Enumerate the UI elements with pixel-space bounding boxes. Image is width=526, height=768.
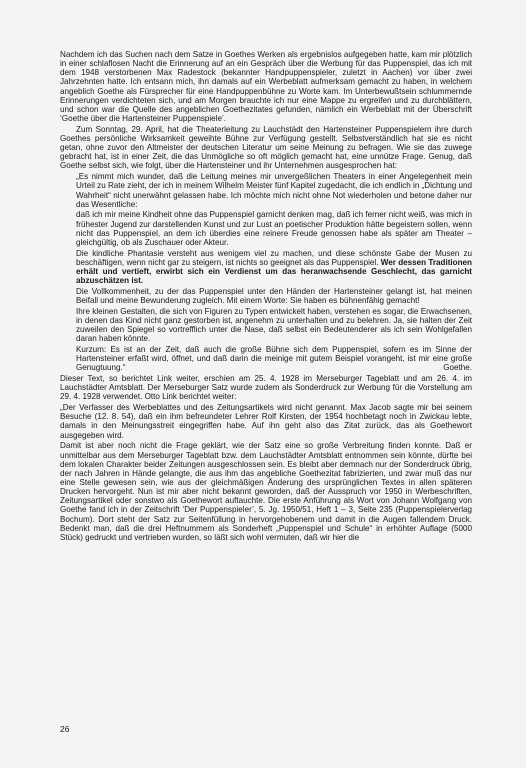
page-number: 26 [60,724,70,734]
quote-paragraph [76,249,472,286]
paragraph: Damit ist aber noch nicht die Frage geklärt, wie der Satz eine so große Verbreitung finden konnte. Daß er unmittelbar aus dem Merseburger Tageblatt bzw. dem Lauchstädter Amtsblatt entnommen sein könnte, dürfte bei dem lokalen Charakter beider Zeitungen ausgeschlossen sein. Es bleibt aber demnach nur der Sonderdruck übrig, der nach Jahren in Hände gelangte, die aus ihm das angebliche Goethezitat fabrizierten, und zwar muß das nur eine Stelle gewesen sein, wie aus der gleichmäßigen Änderung des ursprünglichen Textes in allen späteren Drucken hervorgeht. Nun ist mir aber nicht bekannt geworden, daß der Ausspruch vor 1950 in Werbeschriften, Zeitungsartikel oder sonstwo als Goethewort auftauchte. Die erste Anführung als Wort von Johann Wolfgang von Goethe fand ich in der Zeitschrift ‘Der Puppenspieler’, 5. Jg. 1950/51, Heft 1 – 3, Seite 235 (Puppenspielerverlag Bochum). Dort steht der Satz zur Seitenfüllung in hervorgehobenem und damit in die Augen fallendem Druck. Bedenkt man, daß die drei Heftnummern als Sonderheft „Puppenspiel und Schule“ in erhöhter Auflage (5000 Stück) gedruckt und vertrieben wurden, so läßt sich wohl vermuten, daß wir hier die [60,441,472,542]
quote-paragraph: daß ich mir meine Kindheit ohne das Puppenspiel garnicht denken mag, daß ich ferner nicht weiß, was mich in frühester Jugend zur darstellenden Kunst und zur Lust an poetischer Produktion hätte begeistern sollen, wenn nicht das Puppenspiel, an dem ich überdies eine reinere Freude genossen habe als später am Theater – gleichgültig, ob als Zuschauer oder Akteur. [76,210,472,247]
quote-paragraph: Ihre kleinen Gestalten, die sich von Figuren zu Typen entwickelt haben, verstehen es sogar, die Erwachsenen, in denen das Kind nicht ganz gestorben ist, angenehm zu unterhalten und zu belehren. Ja, sie halten der Zeit zuweilen den Spiegel so vortrefflich unter die Nase, daß selbst ein Bedeutenderer als ich sein Wohlgefallen daran haben könnte. [76,306,472,344]
paragraph: Dieser Text, so berichtet Link weiter, erschien am 25. 4. 1928 im Merseburger Tageblatt und am 26. 4. im Lauchstädter Amtsblatt. Der Merseburger Satz wurde zudem als Sonderdruck zur Werbung für die Vorstellung am 29. 4. 1928 verwendet. Otto Link berichtet weiter: [60,374,472,402]
quote-paragraph: Die Vollkommenheit, zu der das Puppenspiel unter den Händen der Hartensteiner gelangt ist, hat meinen Beifall und meine Bewunderung zugleich. Mit einem Worte: Sie haben es bühnenfähig gemacht! [76,286,472,306]
quote-text: Kurzum: Es ist an der Zeit, daß auch die große Bühne sich dem Puppenspiel, sofern es im Sinne der Hartensteiner erfaßt wird, öffnet, und daß darin die meinige mit gutem Beispiel vorangeht, ist mir eine große Genugtuung.“ [76,345,472,373]
quote-signature: Goethe. [443,363,472,373]
quote-text: Die kindliche Phantasie versteht aus wenigem viel zu machen, und diese schönste Gabe der Musen zu beschäftigen, wenn nicht gar zu steigern, ist nichts so geeignet als das Puppenspiel. [76,248,472,267]
body-text [60,50,472,542]
quote-paragraph [76,345,472,372]
paragraph: „Der Verfasser des Werbeblattes und des Zeitungsartikels wird nicht genannt. Max Jacob sagte mir bei seinem Besuche (12. 8. 54), daß ein ihm befreundeter Lehrer Rolf Kirsten, der 1954 hochbetagt noch in Zwickau lebte, damals in den Meinungsstreit eingegriffen habe. Auf ihn geht also das Zitat zurück, das als Goethewort ausgegeben wird. [60,403,472,440]
paragraph: Zum Sonntag, 29. April, hat die Theaterleitung zu Lauchstädt den Hartensteiner Puppenspielern ihre durch Goethes persönliche Wirksamkeit geweihte Bühne zur Verfügung gestellt. Selbstverständlich hat sie es nicht getan, ohne zuvor den Altmeister der deutschen Literatur um seine Meinung zu befragen. Wie sie das zuwege gebracht hat, ist in einer Zeit, die das Unmögliche so oft möglich gemacht hat, eine unnütze Frage. Genug, daß Goethe selbst sich, wie folgt, über die Hartensteiner und ihr Unternehmen ausgesprochen hat: [60,124,472,171]
quote-paragraph: „Es nimmt mich wunder, daß die Leitung meines mir unvergeßlichen Theaters in einer Angelegenheit mein Urteil zu Rate zieht, der ich in meinem Wilhelm Meister fünf Kapitel zugedacht, die ich endlich in „Dichtung und Wahrheit“ nicht unerwähnt gelassen habe. Ich möchte mich nicht ohne Not wiederholen und betone daher nur das Wesentliche: [76,172,472,209]
quote-emphasis: Wer dessen Traditionen erhält und vertieft, erwirbt sich ein Verdienst um das heranwachsende Geschlecht, das garnicht abzuschätzen ist. [76,257,472,286]
paragraph: Nachdem ich das Suchen nach dem Satze in Goethes Werken als ergebnislos aufgegeben hatte, kam mir plötzlich in einer schlaflosen Nacht die Erinnerung auf an ein Gespräch über die Werbung für das Puppenspiel, das ich mit dem 1948 verstorbenen Max Radestock (bekannter Handpuppenspieler, zuletzt in Aachen) vor über zwei Jahrzehnten hatte. Ich entsann mich, ihn damals auf ein Werbeblatt aufmerksam gemacht zu haben, in welchem angeblich Goethe als Fürsprecher für eine Handpuppenbühne zu Worte kam. Im Unterbewußtsein schlummernde Erinnerungen verdichteten sich, und am Morgen brauchte ich nur eine Mappe zu ergreifen und zu durchblättern, und schon war die Quelle des angeblichen Goethezitates gefunden, nämlich ein Werbeblatt mit der Überschrift ‘Goethe über die Hartensteiner Puppenspiele’. [60,50,472,124]
